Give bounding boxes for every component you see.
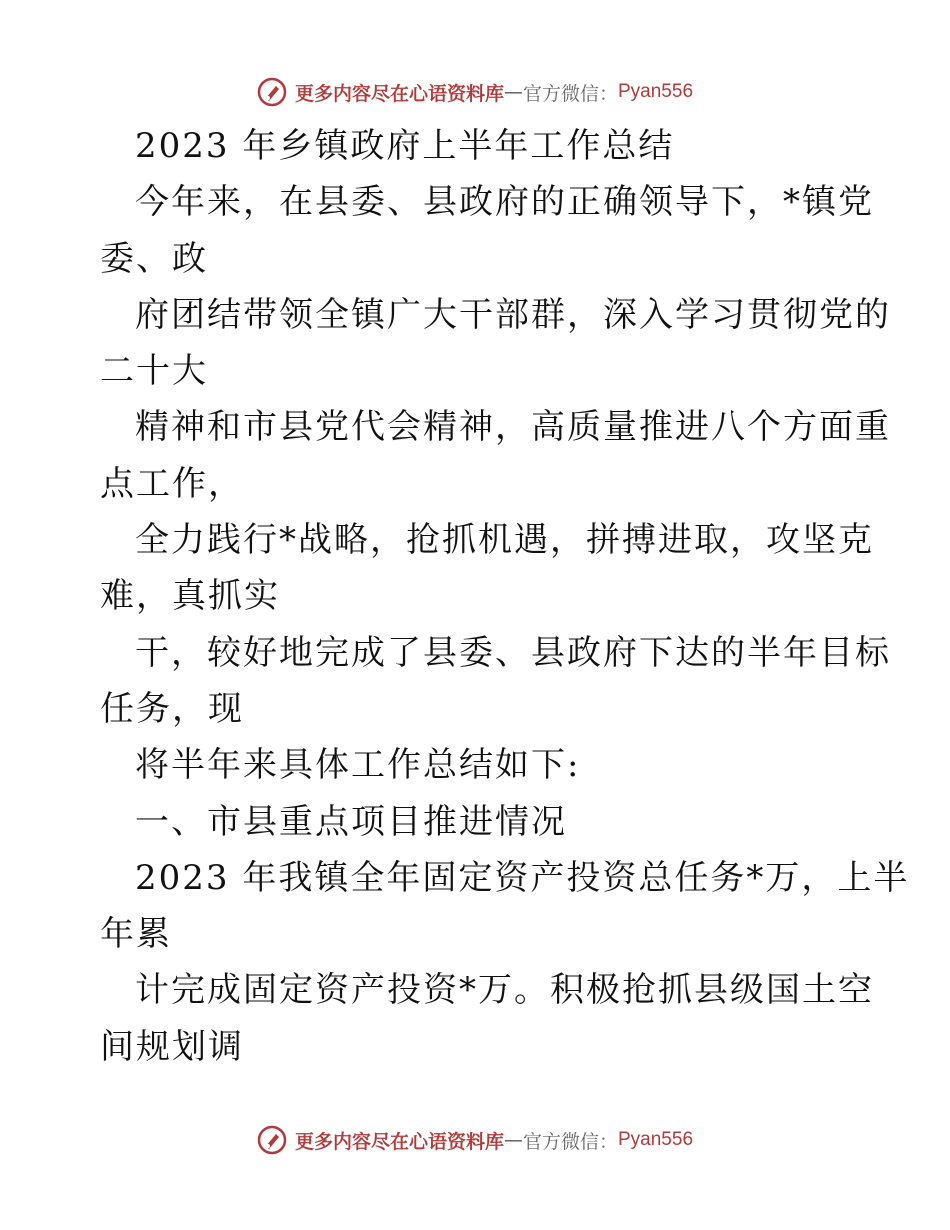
paragraph-line: 点工作， bbox=[100, 463, 244, 504]
paragraph-line: 计完成固定资产投资*万。积极抢抓县级国土空 bbox=[135, 970, 874, 1011]
banner-slogan: 更多内容尽在心语资料库 bbox=[294, 1130, 504, 1153]
paragraph-line: 干，较好地完成了县委、县政府下达的半年目标 bbox=[135, 632, 891, 673]
pen-nib-logo-icon bbox=[257, 1125, 287, 1155]
section-heading: 一、市县重点项目推进情况 bbox=[135, 801, 567, 842]
banner-separator: — bbox=[503, 1129, 523, 1151]
paragraph-line: 间规划调 bbox=[100, 1026, 244, 1067]
paragraph-line: 府团结带领全镇广大干部群，深入学习贯彻党的 bbox=[135, 294, 891, 335]
paragraph-line: 全力践行*战略，抢抓机遇，拼搏进取，攻坚克 bbox=[135, 520, 874, 561]
paragraph-line: 任务，现 bbox=[100, 688, 244, 729]
banner-wechat-label: 官方微信： bbox=[522, 1130, 618, 1153]
banner-separator: — bbox=[503, 81, 523, 103]
paragraph-line: 2023 年我镇全年固定资产投资总任务*万，上半 bbox=[135, 857, 910, 898]
paragraph-line: 精神和市县党代会精神，高质量推进八个方面重 bbox=[135, 407, 891, 448]
paragraph-line: 今年来，在县委、县政府的正确领导下，*镇党 bbox=[135, 182, 874, 223]
paragraph-line: 年累 bbox=[100, 914, 172, 955]
banner-wechat-id: Pyan556 bbox=[618, 81, 694, 102]
paragraph-line: 二十大 bbox=[100, 351, 208, 392]
footer-banner bbox=[0, 1120, 950, 1160]
document-body bbox=[100, 118, 910, 1075]
paragraph-line: 委、政 bbox=[100, 238, 208, 279]
document-title: 2023 年乡镇政府上半年工作总结 bbox=[135, 126, 675, 166]
banner-slogan: 更多内容尽在心语资料库 bbox=[294, 82, 504, 105]
paragraph-line: 难，真抓实 bbox=[100, 576, 280, 617]
paragraph-line: 将半年来具体工作总结如下: bbox=[135, 745, 581, 786]
banner-wechat-id: Pyan556 bbox=[618, 1129, 694, 1150]
header-banner bbox=[0, 72, 950, 112]
banner-wechat-label: 官方微信： bbox=[522, 82, 618, 105]
pen-nib-logo-icon bbox=[257, 77, 287, 107]
